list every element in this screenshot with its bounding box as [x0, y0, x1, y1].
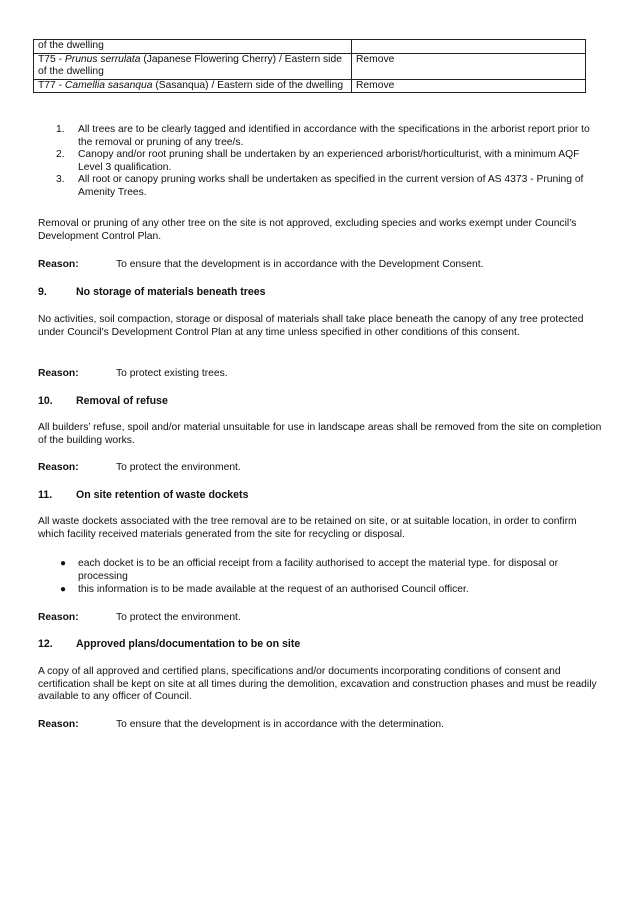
- section-heading: [38, 638, 603, 651]
- list-item-text: each docket is to be an official receipt from a facility authorised to accept the material type. for disposal or processing: [78, 558, 559, 582]
- conditions-list-block: [38, 124, 603, 200]
- table-cell-action: [352, 40, 586, 54]
- section-body: All builders’ refuse, spoil and/or material unsuitable for use in landscape areas shall be removed from the site on completion of the building works.: [38, 422, 602, 446]
- reason-line: [38, 368, 603, 381]
- reason-text: To protect the environment.: [116, 462, 241, 473]
- tree-schedule-table: [33, 39, 586, 93]
- reason-label: Reason:: [38, 462, 79, 473]
- reason-text: To ensure that the development is in accordance with the determination.: [116, 719, 444, 730]
- reason-text: To protect the environment.: [116, 612, 241, 623]
- tree-species: Camellia sasanqua: [64, 79, 153, 91]
- section-body: A copy of all approved and certified plans, specifications and/or documents incorporating conditions of consent and certification shall be kept on site at all times during the demolition, excavation and construction phases and must be readily available to any officer of Council.: [38, 666, 597, 703]
- table-cell-action: Remove: [352, 79, 586, 93]
- list-number: 1.: [56, 124, 65, 135]
- list-item-text: this information is to be made available at the request of an authorised Council officer.: [78, 584, 469, 596]
- section-number: 10.: [38, 395, 53, 407]
- reason-text: To ensure that the development is in accordance with the Development Consent.: [116, 259, 484, 270]
- list-number: 2.: [56, 149, 65, 161]
- section-title: Approved plans/documentation to be on site: [76, 638, 301, 650]
- table-cell-tree: [34, 79, 352, 93]
- removal-paragraph: Removal or pruning of any other tree on the site is not approved, excluding species and works exempt under Council’s Development Control Plan.: [38, 218, 577, 242]
- table-row: [34, 53, 586, 79]
- list-item: [38, 584, 603, 597]
- section-body: All waste dockets associated with the tree removal are to be retained on site, or at suitable location, in order to confirm which facility received materials generated from the site for recycling or disposal.: [38, 516, 577, 540]
- section-title: Removal of refuse: [76, 395, 168, 407]
- section-heading: [38, 489, 603, 502]
- table-row: [34, 40, 586, 54]
- list-item: [38, 174, 603, 199]
- section-body-block: [38, 516, 603, 541]
- list-item: [38, 558, 603, 583]
- table-cell-tree: [34, 53, 352, 79]
- bullet-icon: ●: [60, 558, 67, 569]
- bullet-list-block: [38, 558, 603, 598]
- reason-text: To protect existing trees.: [116, 368, 228, 379]
- section-body-block: [38, 666, 603, 704]
- reason-label: Reason:: [38, 719, 79, 730]
- tree-description: (Sasanqua) / Eastern side of the dwelling: [152, 79, 344, 91]
- bullet-list: [38, 558, 603, 597]
- conditions-list: [38, 124, 603, 200]
- section-number: 12.: [38, 638, 53, 650]
- list-item-text: All root or canopy pruning works shall be undertaken as specified in the current version of AS 4373 - Pruning of Amenity Trees.: [78, 174, 584, 198]
- tree-description: (Japanese Flowering Cherry) / Eastern side of the dwelling: [38, 53, 342, 78]
- section-title: No storage of materials beneath trees: [76, 286, 266, 298]
- table-row: [34, 79, 586, 93]
- reason-line: [38, 612, 603, 625]
- bullet-icon: ●: [60, 584, 67, 596]
- section-body-block: [38, 422, 603, 447]
- tree-id: T77 -: [38, 79, 65, 91]
- tree-species: Prunus serrulata: [64, 53, 141, 65]
- section-heading: [38, 286, 603, 299]
- reason-label: Reason:: [38, 612, 79, 623]
- reason-label: Reason:: [38, 259, 79, 270]
- list-item: [38, 149, 603, 174]
- reason-label: Reason:: [38, 368, 79, 379]
- section-number: 11.: [38, 489, 53, 501]
- list-number: 3.: [56, 174, 65, 186]
- list-item-text: Canopy and/or root pruning shall be undertaken by an experienced arborist/horticulturist, with a minimum AQF Level 3 qualification.: [78, 149, 580, 173]
- section-title: On site retention of waste dockets: [76, 489, 249, 501]
- section-body-block: [38, 314, 603, 339]
- removal-paragraph-block: [38, 218, 603, 243]
- tree-id: T75 -: [38, 53, 65, 65]
- table-cell-action: Remove: [352, 53, 586, 79]
- section-body: No activities, soil compaction, storage or disposal of materials shall take place beneath the canopy of any tree protected under Council’s Development Control Plan at any time unless specified in other conditions of this consent.: [38, 314, 584, 338]
- table-cell-tree: of the dwelling: [34, 40, 352, 54]
- section-number: 9.: [38, 286, 47, 298]
- reason-line: [38, 719, 603, 732]
- reason-line: [38, 259, 603, 272]
- list-item-text: All trees are to be clearly tagged and identified in accordance with the specifications in the arborist report prior to the removal or pruning of any tree/s.: [78, 124, 590, 148]
- list-item: [38, 124, 603, 149]
- reason-line: [38, 462, 603, 475]
- section-heading: [38, 395, 603, 408]
